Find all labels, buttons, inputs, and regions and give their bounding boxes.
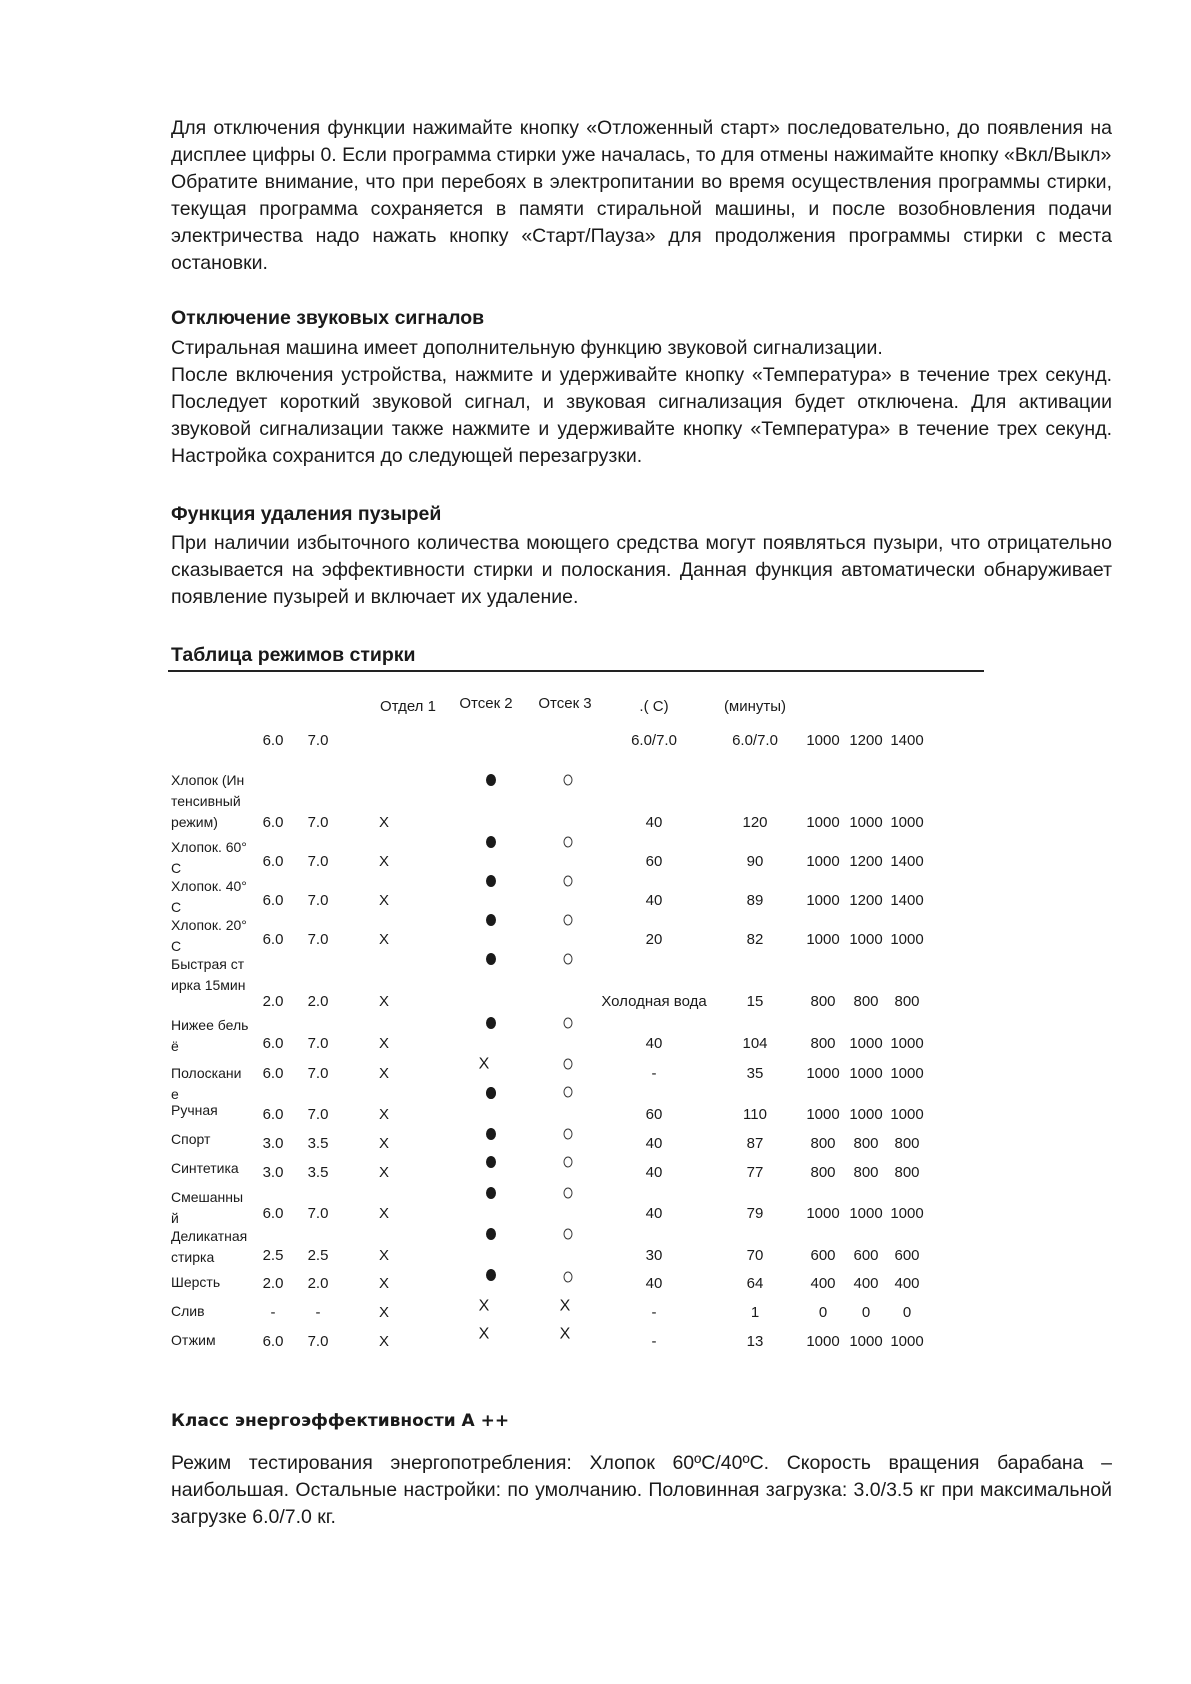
cell-spin-3: 1000: [890, 931, 924, 948]
cell-temperature: -: [651, 1065, 657, 1082]
cell-weight-7: 3.5: [307, 1135, 329, 1152]
header-temp-sub: 6.0/7.0: [631, 732, 677, 749]
cell-compartment-1: X: [378, 1035, 390, 1052]
cell-time: 104: [742, 1035, 768, 1052]
cell-spin-3: 1000: [890, 814, 924, 831]
cell-spin-2: 1000: [849, 1333, 883, 1350]
cell-spin-2: 800: [853, 1135, 879, 1152]
hollow-circle-icon: [564, 1157, 573, 1168]
cell-compartment-1: X: [378, 814, 390, 831]
cell-spin-2: 1000: [849, 1205, 883, 1222]
cell-spin-1: 1000: [806, 814, 840, 831]
cell-temperature: 40: [645, 1035, 663, 1052]
bubbles-paragraph: При наличии избыточного количества моющего средства могут появляться пузыри, что отрицательно сказывается на эффективности стирки и полоскания. Данная функция автоматически обнаруживает появление пузырей и включает их удаление.: [171, 532, 1112, 608]
energy-paragraph: Режим тестирования энергопотребления: Хлопок 60ºC/40ºC. Скорость вращения барабана – наибольшая. Остальные настройки: по умолчанию. Половинная загрузка: 3.0/3.5 кг при максимальной загрузке 6.0/7.0 кг.: [171, 1452, 1112, 1528]
cell-compartment-1: X: [378, 1106, 390, 1123]
hollow-circle-icon: [564, 837, 573, 848]
row-program-name: Шерсть: [171, 1274, 221, 1290]
cell-spin-3: 400: [894, 1275, 920, 1292]
filled-circle-icon: [486, 953, 496, 965]
cell-compartment-1: X: [378, 1304, 390, 1321]
sound-paragraph-2: После включения устройства, нажмите и удерживайте кнопку «Температура» в течение трех секунд. Последует короткий звуковой сигнал, и звуковая сигнализация будет отключена. Для активации звуковой сигнализации также нажмите и удерживайте кнопку «Температура» в течение трех секунд. Настройка сохранится до следующей перезагрузки.: [171, 364, 1112, 467]
cell-time: 120: [742, 814, 768, 831]
header-load-2: 7.0: [307, 732, 329, 749]
hollow-circle-icon: [564, 1018, 573, 1029]
row-program-name: Хлопок. 20°C: [171, 917, 247, 954]
cell-weight-6: 2.0: [262, 1275, 284, 1292]
cell-spin-3: 1000: [890, 1333, 924, 1350]
cell-compartment-1: X: [378, 892, 390, 909]
hollow-circle-icon: [564, 1229, 573, 1240]
intro-text: [171, 115, 1112, 277]
hollow-circle-icon: [564, 775, 573, 786]
filled-circle-icon: [486, 1128, 496, 1140]
cell-spin-3: 1000: [890, 1035, 924, 1052]
cell-time: 1: [750, 1304, 760, 1321]
cell-spin-3: 1000: [890, 1065, 924, 1082]
cell-spin-1: 400: [810, 1275, 836, 1292]
intro-paragraph-1: Для отключения функции нажимайте кнопку «Отложенный старт» последовательно, до появления на дисплее цифры 0. Если программа стирки уже началась, то для отмены нажимайте кнопку «Вкл/Выкл»: [171, 117, 1112, 166]
cell-weight-6: 3.0: [262, 1135, 284, 1152]
cell-time: 77: [746, 1164, 764, 1181]
cell-compartment-2: X: [478, 1055, 490, 1073]
cell-compartment-1: X: [378, 1135, 390, 1152]
header-time-sub: 6.0/7.0: [732, 732, 778, 749]
cell-temperature: 40: [645, 892, 663, 909]
cell-weight-6: 3.0: [262, 1164, 284, 1181]
cell-spin-1: 1000: [806, 892, 840, 909]
hollow-circle-icon: [564, 954, 573, 965]
cell-weight-6: 6.0: [262, 1035, 284, 1052]
row-program-name: Хлопок. 40°C: [171, 878, 247, 915]
cell-time: 110: [743, 1106, 767, 1123]
row-program-name: Полоскание: [171, 1065, 242, 1102]
cell-weight-7: 2.0: [307, 1275, 329, 1292]
cell-weight-7: 7.0: [307, 892, 329, 909]
cell-spin-1: 800: [810, 1164, 836, 1181]
cell-weight-6: 6.0: [262, 1065, 284, 1082]
header-spin-1: 1000: [806, 732, 840, 749]
filled-circle-icon: [486, 1156, 496, 1168]
cell-spin-3: 800: [894, 1135, 920, 1152]
cell-time: 87: [746, 1135, 764, 1152]
cell-temperature: 60: [645, 1106, 663, 1123]
header-compartment-1: Отдел 1: [380, 698, 436, 715]
row-program-name: Отжим: [171, 1332, 216, 1348]
cell-compartment-1: X: [378, 853, 390, 870]
row-program-name: Нижее бельё: [171, 1017, 249, 1054]
cell-time: 35: [746, 1065, 764, 1082]
cell-weight-7: 7.0: [307, 931, 329, 948]
cell-spin-2: 1000: [849, 931, 883, 948]
cell-compartment-3: X: [559, 1325, 571, 1343]
cell-spin-2: 800: [853, 1164, 879, 1181]
cell-weight-7: 7.0: [307, 1106, 329, 1123]
filled-circle-icon: [486, 1017, 496, 1029]
cell-time: 90: [746, 853, 764, 870]
cell-weight-7: 7.0: [307, 853, 329, 870]
filled-circle-icon: [486, 1228, 496, 1240]
cell-spin-1: 0: [818, 1304, 828, 1321]
header-compartment-3: Отсек 3: [538, 695, 592, 712]
filled-circle-icon: [486, 875, 496, 887]
energy-class-title: Класс энергоэффективности А ++: [171, 1411, 510, 1431]
hollow-circle-icon: [564, 1087, 573, 1098]
cell-time: 79: [746, 1205, 764, 1222]
hollow-circle-icon: [564, 876, 573, 887]
sound-paragraph-1: Стиральная машина имеет дополнительную функцию звуковой сигнализации.: [171, 337, 883, 359]
cell-compartment-1: X: [378, 1247, 390, 1264]
cell-spin-3: 1000: [890, 1205, 924, 1222]
cell-time: 70: [746, 1247, 764, 1264]
cell-spin-1: 1000: [806, 1065, 840, 1082]
cell-spin-1: 800: [810, 1035, 836, 1052]
cell-weight-6: -: [270, 1304, 276, 1321]
sound-heading: Отключение звуковых сигналов: [171, 307, 485, 329]
cell-spin-1: 800: [810, 993, 836, 1010]
cell-spin-1: 1000: [806, 931, 840, 948]
cell-compartment-2: X: [478, 1297, 490, 1315]
row-program-name: Слив: [171, 1303, 205, 1319]
cell-spin-3: 800: [894, 993, 920, 1010]
cell-weight-6: 6.0: [262, 892, 284, 909]
table-title: Таблица режимов стирки: [171, 644, 416, 666]
filled-circle-icon: [486, 1087, 496, 1099]
cell-spin-3: 0: [902, 1304, 912, 1321]
cell-compartment-1: X: [378, 1164, 390, 1181]
cell-compartment-1: X: [378, 931, 390, 948]
cell-temperature: 40: [645, 1275, 663, 1292]
cell-time: 15: [746, 993, 764, 1010]
row-program-name: Спорт: [171, 1131, 211, 1147]
cell-compartment-1: X: [378, 993, 390, 1010]
row-program-name: Деликатная стирка: [171, 1228, 248, 1265]
cell-weight-6: 6.0: [262, 814, 284, 831]
hollow-circle-icon: [564, 1272, 573, 1283]
cell-spin-2: 1000: [849, 1106, 883, 1123]
cell-weight-7: -: [315, 1304, 321, 1321]
header-spin-2: 1200: [849, 732, 883, 749]
bubbles-heading: Функция удаления пузырей: [171, 503, 442, 525]
cell-time: 82: [746, 931, 764, 948]
cell-weight-7: 7.0: [307, 1205, 329, 1222]
cell-weight-6: 2.5: [262, 1247, 284, 1264]
cell-spin-3: 800: [894, 1164, 920, 1181]
row-program-name: Ручная: [171, 1102, 218, 1118]
cell-spin-2: 0: [861, 1304, 871, 1321]
cell-temperature: 20: [645, 931, 663, 948]
row-program-name: Синтетика: [171, 1160, 239, 1176]
cell-compartment-1: X: [378, 1333, 390, 1350]
cell-weight-6: 6.0: [262, 931, 284, 948]
cell-weight-7: 7.0: [307, 1065, 329, 1082]
cell-weight-6: 6.0: [262, 853, 284, 870]
cell-spin-2: 400: [853, 1275, 879, 1292]
cell-temperature: 60: [645, 853, 663, 870]
cell-weight-6: 6.0: [262, 1333, 284, 1350]
cell-spin-1: 1000: [806, 1333, 840, 1350]
cell-spin-1: 1000: [806, 853, 840, 870]
filled-circle-icon: [486, 836, 496, 848]
header-temperature: .( C): [639, 698, 669, 715]
cell-compartment-2: X: [478, 1325, 490, 1343]
cell-spin-1: 1000: [806, 1106, 840, 1123]
cell-spin-2: 1000: [849, 1065, 883, 1082]
bubbles-text: [171, 530, 1112, 611]
cell-spin-3: 1400: [890, 853, 924, 870]
row-program-name: Быстрая стирка 15мин: [171, 956, 246, 993]
cell-spin-2: 1200: [849, 853, 883, 870]
energy-text: [171, 1450, 1112, 1531]
row-program-name: Смешанный: [171, 1189, 244, 1226]
row-program-name: Хлопок. 60°C: [171, 839, 247, 876]
cell-compartment-1: X: [378, 1275, 390, 1292]
table-title-rule: [168, 670, 984, 672]
cell-weight-7: 7.0: [307, 814, 329, 831]
hollow-circle-icon: [564, 1059, 573, 1070]
cell-weight-7: 7.0: [307, 1035, 329, 1052]
cell-compartment-1: X: [378, 1205, 390, 1222]
header-load-1: 6.0: [262, 732, 284, 749]
cell-weight-7: 2.0: [307, 993, 329, 1010]
cell-weight-7: 3.5: [307, 1164, 329, 1181]
cell-time: 89: [746, 892, 764, 909]
filled-circle-icon: [486, 914, 496, 926]
filled-circle-icon: [486, 774, 496, 786]
cell-weight-6: 6.0: [262, 1106, 284, 1123]
cell-weight-6: 2.0: [262, 993, 284, 1010]
cell-spin-1: 600: [810, 1247, 836, 1264]
cell-spin-2: 1000: [849, 814, 883, 831]
cell-compartment-3: X: [559, 1297, 571, 1315]
cell-temperature: 40: [645, 1135, 663, 1152]
cell-spin-2: 600: [853, 1247, 879, 1264]
cell-spin-3: 1000: [890, 1106, 924, 1123]
cell-spin-3: 600: [894, 1247, 920, 1264]
cell-temperature: -: [651, 1333, 657, 1350]
cell-spin-3: 1400: [890, 892, 924, 909]
cell-compartment-1: X: [378, 1065, 390, 1082]
filled-circle-icon: [486, 1187, 496, 1199]
cell-temperature: 40: [645, 814, 663, 831]
intro-paragraph-2: Обратите внимание, что при перебоях в электропитании во время осуществления программы стирки, текущая программа сохраняется в памяти стиральной машины, и после возобновления подачи электричества надо нажать кнопку «Старт/Пауза» для продолжения программы стирки с места остановки.: [171, 171, 1112, 274]
cell-temperature: Холодная вода: [601, 993, 707, 1010]
header-compartment-2: Отсек 2: [459, 695, 513, 712]
cell-temperature: -: [651, 1304, 657, 1321]
cell-spin-2: 1200: [849, 892, 883, 909]
cell-spin-2: 1000: [849, 1035, 883, 1052]
cell-temperature: 40: [645, 1164, 663, 1181]
hollow-circle-icon: [564, 1188, 573, 1199]
sound-text: [171, 335, 1112, 470]
cell-temperature: 40: [645, 1205, 663, 1222]
cell-time: 13: [746, 1333, 764, 1350]
cell-weight-7: 7.0: [307, 1333, 329, 1350]
filled-circle-icon: [486, 1269, 496, 1281]
row-program-name: Хлопок (Интенсивный режим): [171, 772, 245, 830]
cell-spin-1: 1000: [806, 1205, 840, 1222]
hollow-circle-icon: [564, 915, 573, 926]
cell-spin-2: 800: [853, 993, 879, 1010]
header-spin-3: 1400: [890, 732, 924, 749]
cell-time: 64: [746, 1275, 764, 1292]
header-time: (минуты): [723, 698, 787, 715]
cell-spin-1: 800: [810, 1135, 836, 1152]
cell-weight-7: 2.5: [307, 1247, 329, 1264]
cell-weight-6: 6.0: [262, 1205, 284, 1222]
cell-temperature: 30: [645, 1247, 663, 1264]
hollow-circle-icon: [564, 1129, 573, 1140]
